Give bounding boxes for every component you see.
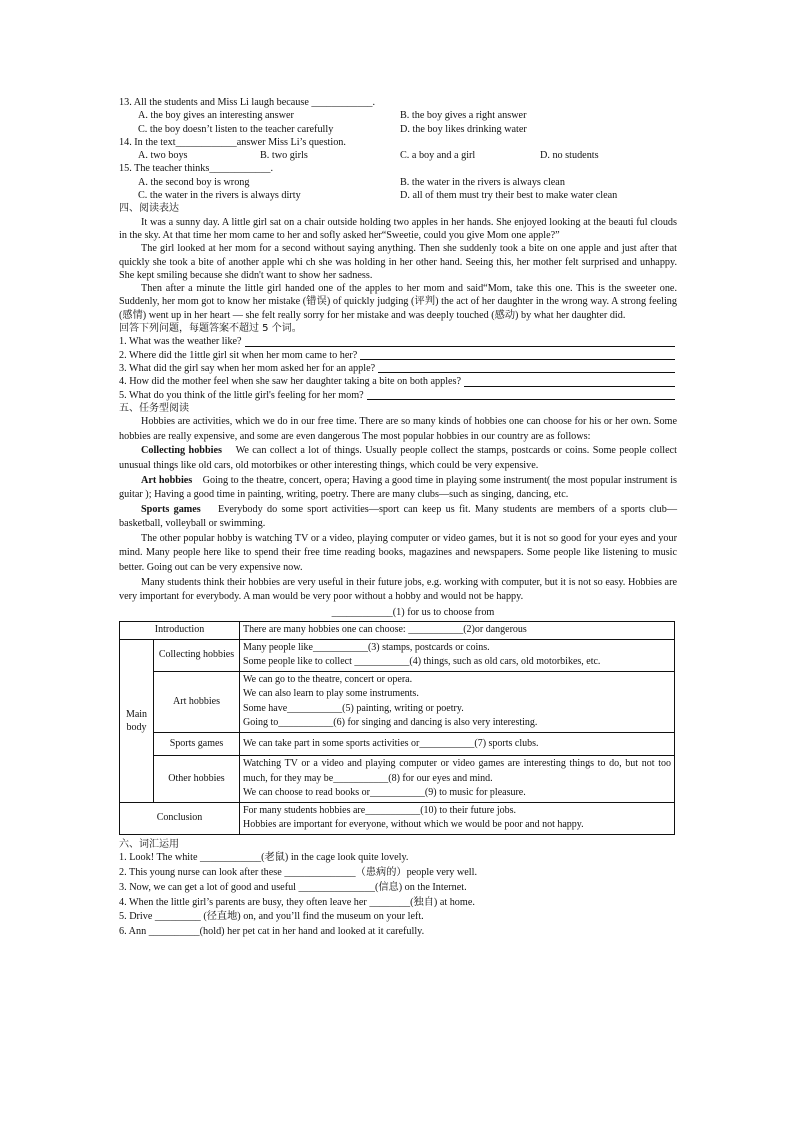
table-row: [120, 639, 675, 671]
passage-paragraph: Then after a minute the little girl handed one of the apples to her mom and said“Mom, take this one. This is the sweeter one. Suddenly, her mom got to know her mistake (错误) of quickly judging (评判) the act of her daughter in the wrong way. A strong feeling (感情) went up in her heart — she felt really sorry for her mistake and was deeply touched (感动) by what her daughter did.: [119, 283, 677, 321]
table-row: [120, 671, 675, 732]
mc-question-13: 13. All the students and Miss Li laugh because ____________.: [119, 97, 376, 108]
mc-option: A. two boys: [138, 150, 188, 162]
mc-option: A. the boy gives an interesting answer: [138, 110, 294, 122]
mc-option: D. the boy likes drinking water: [400, 123, 527, 135]
mc-question-14: 14. In the text____________answer Miss Li’s question.: [119, 136, 346, 148]
answer-row: 1. What was the weather like?: [119, 335, 677, 348]
mc-option: C. the boy doesn’t listen to the teacher carefully: [138, 123, 334, 135]
answer-line[interactable]: [378, 362, 675, 373]
table-cell: We can go to the theatre, concert or opera. We can also learn to play some instruments. Some have___________(5) painting, writing or poetry. Going to___________(6) for singing and dancing is also very interesting.: [240, 671, 675, 732]
mc-options-15b: [119, 189, 677, 202]
worksheet-content: [119, 96, 677, 940]
vocab-item: 1. Look! The white ____________(老鼠) in the cage look quite lovely.: [119, 852, 409, 864]
answer-line[interactable]: [464, 375, 675, 386]
mc-option: A. the second boy is wrong: [138, 176, 250, 188]
answer-row: 2. Where did the 1ittle girl sit when her mom came to her?: [119, 349, 677, 362]
vocab-item: 2. This young nurse can look after these ______________（患病的）people very well.: [119, 867, 478, 879]
mc-options-13: [119, 109, 677, 122]
answer-row: 3. What did the girl say when her mom asked her for an apple?: [119, 362, 677, 375]
table-row: [120, 622, 675, 640]
row-label: Main body: [120, 639, 154, 802]
mc-options-14: [119, 149, 677, 162]
answer-row: 5. What do you think of the little girl's feeling for her mom?: [119, 389, 677, 402]
table-cell: Watching TV or a video and playing computer or video games are interesting things to do, but not too much, for they may be___________(8) for our eyes and mind. We can choose to read books or___________(9) to music for pleasure.: [240, 756, 675, 803]
passage-paragraph: Sports games Everybody do some sport activities—sport can keep us fit. Many students are members of a sports club—basketball, volleyball or swimming.: [119, 503, 678, 530]
mc-option: C. a boy and a girl: [400, 150, 476, 162]
instruction-text: 回答下列问题，每题答案不超过 5 个词。: [119, 323, 302, 335]
passage-paragraph: Art hobbies Going to the theatre, concert, opera; Having a good time in playing some instrument( the most popular instrument is guitar ); Having a good time in painting, writing, poetry. There are many clubs—such as singing, dancing, etc.: [119, 474, 678, 501]
passage-paragraph: Many students think their hobbies are very useful in their future jobs, e.g. working with computer, but it is not so easy. Hobbies are very important for everybody. A man would be very poor without a hobby and would not be happy.: [119, 576, 677, 603]
mc-block: [119, 96, 677, 202]
answer-line[interactable]: [245, 335, 675, 346]
row-label: Introduction: [120, 622, 240, 640]
mc-options-13b: [119, 123, 677, 136]
table-row: [120, 802, 675, 834]
mc-option: D. all of them must try their best to make water clean: [400, 190, 618, 202]
mc-option: B. the water in the rivers is always clean: [400, 176, 565, 188]
table-cell: For many students hobbies are___________(10) to their future jobs. Hobbies are important for everyone, without which we would be poor and not happy.: [240, 802, 675, 834]
vocab-item: 3. Now, we can get a lot of good and useful _______________(信息) on the Internet.: [119, 881, 467, 893]
vocab-item: 4. When the little girl’s parents are busy, they often leave her ________(独自) at home.: [119, 896, 475, 908]
term-label: Collecting hobbies: [141, 445, 222, 457]
row-label: Conclusion: [120, 802, 240, 834]
section-reading-expression: [119, 202, 677, 401]
section-heading: 五、任务型阅读: [119, 402, 189, 414]
table-cell: There are many hobbies one can choose: ___________(2)or dangerous: [240, 622, 675, 640]
mc-options-15: [119, 176, 677, 189]
mc-option: B. two girls: [260, 150, 308, 162]
mc-option: B. the boy gives a right answer: [400, 110, 527, 122]
passage-paragraph: The other popular hobby is watching TV or a video, playing computer or video games, but it is not so good for your eyes and your mind. Many people here like to spend their free time reading books, magazines and newspapers. Some people like listening to music better. Going out can be very expensive now.: [119, 532, 677, 574]
passage-paragraph: Collecting hobbies We can collect a lot of things. Usually people collect the stamps, postcards or coins. Some people collect unusual things like old cars, old motorbikes or other interesting things, which could be very expensive.: [119, 445, 678, 471]
table-cell: We can take part in some sports activities or___________(7) sports clubs.: [240, 732, 675, 756]
answer-line[interactable]: [367, 389, 675, 400]
mc-option: C. the water in the rivers is always dirty: [138, 190, 301, 202]
vocab-item: 5. Drive _________ (径直地) on, and you’ll find the museum on your left.: [119, 911, 424, 923]
passage-paragraph: It was a sunny day. A little girl sat on a chair outside holding two apples in her hands. She enjoyed looking at the beauti ful clouds in the sky. At that time her mom came to her and sofly asked her“Sweetie, could you give Mom one apple?”: [119, 216, 677, 241]
table-row: [120, 732, 675, 756]
passage-paragraph: The girl looked at her mom for a second without saying anything. Then she suddenly took a bite on one apple and just after that quickly she took a bite of another apple whi ch she was holding in her other hand. Seeing this, her mother felt surprised and unhappy. She kept smiling because she didn't want to show her sadness.: [119, 243, 677, 281]
table-title: ____________(1) for us to choose from: [331, 606, 495, 618]
answer-line[interactable]: [360, 349, 675, 360]
term-label: Art hobbies: [141, 474, 193, 486]
summary-table: [119, 621, 675, 835]
mc-option: D. no students: [540, 150, 599, 162]
term-label: Sports games: [141, 503, 201, 515]
row-label: Sports games: [154, 732, 240, 756]
answer-row: 4. How did the mother feel when she saw her daughter taking a bite on both apples?: [119, 375, 677, 388]
section-heading: 六、词汇运用: [119, 838, 179, 850]
row-label: Other hobbies: [154, 756, 240, 803]
row-label: Art hobbies: [154, 671, 240, 732]
section-task-reading: [119, 402, 677, 835]
table-row: [120, 756, 675, 803]
section-vocabulary: [119, 838, 677, 940]
table-cell: Many people like___________(3) stamps, postcards or coins. Some people like to collect ___________(4) things, such as old cars, old motorbikes, etc.: [240, 639, 675, 671]
vocab-item: 6. Ann __________(hold) her pet cat in her hand and looked at it carefully.: [119, 926, 425, 938]
row-label: Collecting hobbies: [154, 639, 240, 671]
passage-paragraph: Hobbies are activities, which we do in our free time. There are so many kinds of hobbies one can choose for his or her own. Some hobbies are really expensive, and some are even dangerous The most popular hobbies in our country are as follows:: [119, 416, 677, 442]
mc-question-15: 15. The teacher thinks____________.: [119, 163, 274, 175]
section-heading: 四、阅读表达: [119, 203, 179, 215]
